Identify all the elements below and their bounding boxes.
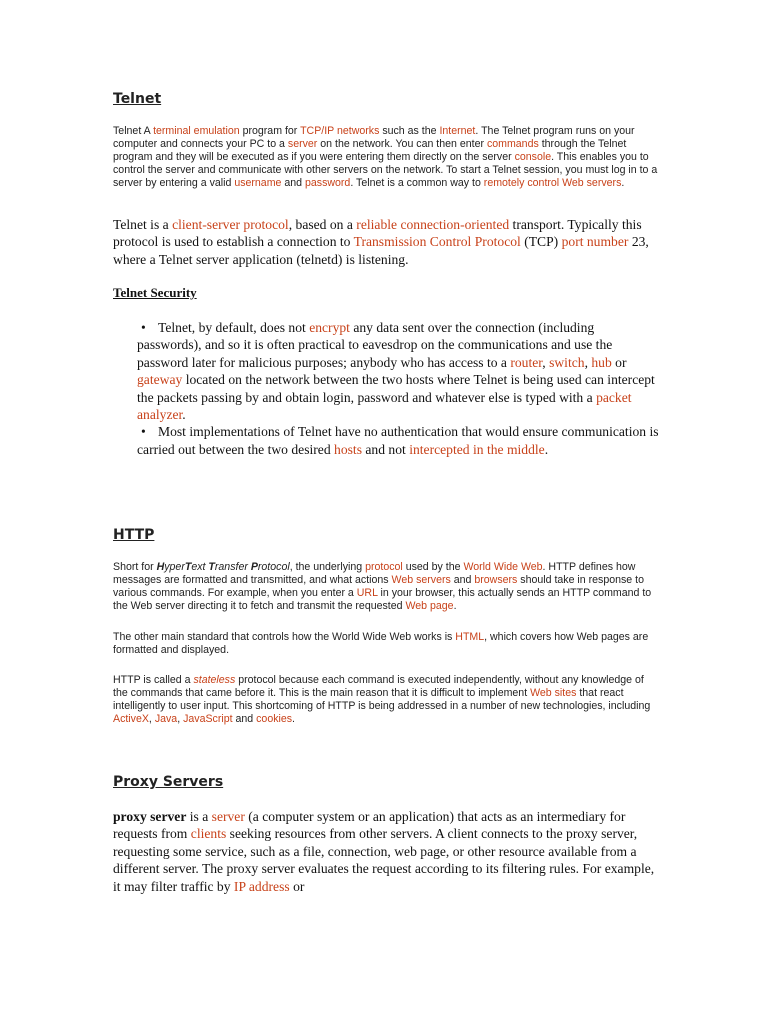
text-run: .	[453, 600, 457, 612]
text-run: seeking resources from other servers. A client connects to the proxy server, requesting some service, such as a file, connection, web page, or other resource available from a different server. The proxy server evaluates the request according to its filtering rules. For example, it may filter traffic by	[113, 826, 655, 894]
stateless-link[interactable]: stateless	[193, 674, 236, 686]
italic-text: rotocol	[257, 561, 290, 573]
protocol-link[interactable]: protocol	[365, 561, 403, 573]
text-run: .	[544, 441, 549, 457]
text-run: .	[292, 713, 295, 725]
transmission-control-protocol-link[interactable]: Transmission Control Protocol	[353, 234, 521, 250]
text-run: ,	[584, 354, 592, 370]
text-run: 23, where a Telnet server application (telnetd) is listening.	[113, 234, 649, 267]
text-run: used by the	[402, 561, 464, 573]
web-sites-link[interactable]: Web sites	[530, 687, 577, 699]
text-run: ,	[177, 713, 184, 725]
telnet-protocol-paragraph	[113, 216, 661, 268]
text-run: (TCP)	[520, 234, 562, 250]
text-run: transport. Typically this protocol is used to establish a connection to	[113, 217, 642, 250]
text-run: .	[621, 177, 625, 189]
cookies-link[interactable]: cookies	[256, 713, 293, 725]
proxy-servers-heading: Proxy Servers	[113, 774, 224, 790]
italic-text: ext	[191, 561, 209, 573]
gateway-link[interactable]: gateway	[137, 372, 183, 388]
text-run: ,	[542, 354, 550, 370]
packet-analyzer-link[interactable]: packet analyzer	[137, 389, 632, 423]
text-run: protocol because each command is executed independently, without any knowledge of the commands that came before it. This is the main reason that it is difficult to implement	[113, 674, 644, 699]
hub-link[interactable]: hub	[591, 354, 612, 370]
text-run: ,	[148, 713, 155, 725]
port-number-link[interactable]: port number	[561, 234, 629, 250]
telnet-security-list	[113, 319, 661, 458]
web-servers-link[interactable]: Web servers	[391, 574, 451, 586]
world-wide-web-link[interactable]: World Wide Web	[463, 561, 543, 573]
console-link[interactable]: console	[514, 151, 552, 163]
text-run: Most implementations of Telnet have no authentication that would ensure communication is carried out between the two desired	[137, 424, 659, 457]
text-run: . This enables you to control the server and communicate with other servers on the network. To start a Telnet session, you must log in to a server by entering a valid	[113, 151, 658, 189]
text-run: or	[289, 878, 305, 894]
text-run: . The Telnet program runs on your computer and connects your PC to a	[113, 125, 635, 150]
clients-link[interactable]: clients	[190, 826, 227, 842]
switch-link[interactable]: switch	[549, 354, 585, 370]
text-run: such as the	[379, 125, 440, 137]
bold-term: T	[208, 561, 215, 573]
hosts-link[interactable]: hosts	[334, 441, 362, 457]
text-run: . Telnet is a common way to	[350, 177, 484, 189]
text-run: Short for	[113, 561, 157, 573]
text-run: through the Telnet program and they will be executed as if you were entering them directly on the server	[113, 138, 627, 163]
text-run: . HTTP defines how messages are formatted and transmitted, and what actions	[113, 561, 636, 586]
http-stateless-paragraph	[113, 674, 658, 726]
html-link[interactable]: HTML	[455, 631, 485, 643]
server-link[interactable]: server	[211, 809, 245, 824]
text-run: and not	[361, 441, 410, 457]
bold-term: H	[156, 561, 165, 573]
proxy-server-paragraph	[113, 808, 661, 895]
username-link[interactable]: username	[234, 177, 282, 189]
text-run: The other main standard that controls how the World Wide Web works is	[113, 631, 456, 643]
server-link[interactable]: server	[287, 138, 318, 150]
text-run: program for	[239, 125, 301, 137]
text-run: is a	[186, 809, 212, 824]
bold-term: P	[250, 561, 258, 573]
intercepted-in-the-middle-link[interactable]: intercepted in the middle	[409, 441, 545, 457]
reliable-connection-oriented-link[interactable]: reliable connection-oriented	[356, 217, 510, 232]
text-run: Telnet A	[113, 125, 154, 137]
bullet-icon: •	[141, 320, 146, 335]
remotely-control-web-servers-link[interactable]: remotely control Web servers	[483, 177, 622, 189]
text-run: .	[182, 407, 186, 423]
text-run: and	[232, 713, 257, 725]
http-definition-paragraph	[113, 561, 658, 613]
telnet-heading: Telnet	[113, 91, 162, 107]
javascript-link[interactable]: JavaScript	[183, 713, 233, 725]
router-link[interactable]: router	[510, 354, 543, 370]
java-link[interactable]: Java	[154, 713, 178, 725]
encrypt-link[interactable]: encrypt	[309, 320, 350, 335]
text-run: that react intelligently to user input. This shortcoming of HTTP is being addressed in a number of new technologies, including	[113, 687, 651, 712]
text-run: or	[611, 354, 627, 370]
list-item	[113, 423, 661, 458]
telnet-security-heading: Telnet Security	[113, 285, 197, 300]
italic-text: yper	[164, 561, 185, 573]
text-run: , based on a	[288, 217, 357, 232]
text-run: in your browser, this actually sends an HTTP command to the Web server directing it to fetch and transmit the requested	[113, 587, 652, 612]
browsers-link[interactable]: browsers	[474, 574, 518, 586]
tcp-ip-networks-link[interactable]: TCP/IP networks	[300, 125, 380, 137]
list-item	[113, 319, 661, 423]
url-link[interactable]: URL	[356, 587, 378, 599]
italic-text: ransfer	[214, 561, 251, 573]
text-run: , which covers how Web pages are formatted and displayed.	[113, 631, 649, 656]
text-run: Telnet, by default, does not	[158, 320, 310, 335]
internet-link[interactable]: Internet	[439, 125, 476, 137]
text-run: located on the network between the two hosts where Telnet is being used can intercept the packets passing by and obtain login, password and whatever else is typed with a	[137, 372, 655, 405]
web-page-link[interactable]: Web page	[405, 600, 454, 612]
http-html-paragraph	[113, 631, 658, 657]
commands-link[interactable]: commands	[486, 138, 539, 150]
activex-link[interactable]: ActiveX	[113, 713, 149, 725]
ip-address-link[interactable]: IP address	[233, 878, 290, 894]
terminal-emulation-link[interactable]: terminal emulation	[153, 125, 240, 137]
telnet-intro-paragraph	[113, 125, 658, 190]
bold-term: proxy server	[113, 809, 187, 824]
text-run: HTTP is called a	[113, 674, 194, 686]
text-run: should take in response to various commands. For example, when you enter a	[113, 574, 644, 599]
bullet-2-text	[137, 423, 661, 458]
bullet-1-text	[137, 319, 661, 423]
text-run: any data sent over the connection (including passwords), and so it is often practical to eavesdrop on the communications and use the password later for malicious purposes; anybody who has access to a	[137, 320, 613, 370]
bullet-icon: •	[141, 424, 146, 440]
text-run: (a computer system or an application) that acts as an intermediary for requests from	[113, 809, 626, 842]
text-run: , the underlying	[289, 561, 366, 573]
http-heading: HTTP	[113, 527, 155, 543]
text-run: on the network. You can then enter	[317, 138, 487, 150]
bold-term: T	[184, 561, 192, 573]
password-link[interactable]: password	[304, 177, 351, 189]
text-run: Telnet is a	[113, 217, 173, 232]
text-run: and	[450, 574, 475, 586]
text-run: and	[281, 177, 305, 189]
client-server-protocol-link[interactable]: client-server protocol	[172, 217, 289, 232]
